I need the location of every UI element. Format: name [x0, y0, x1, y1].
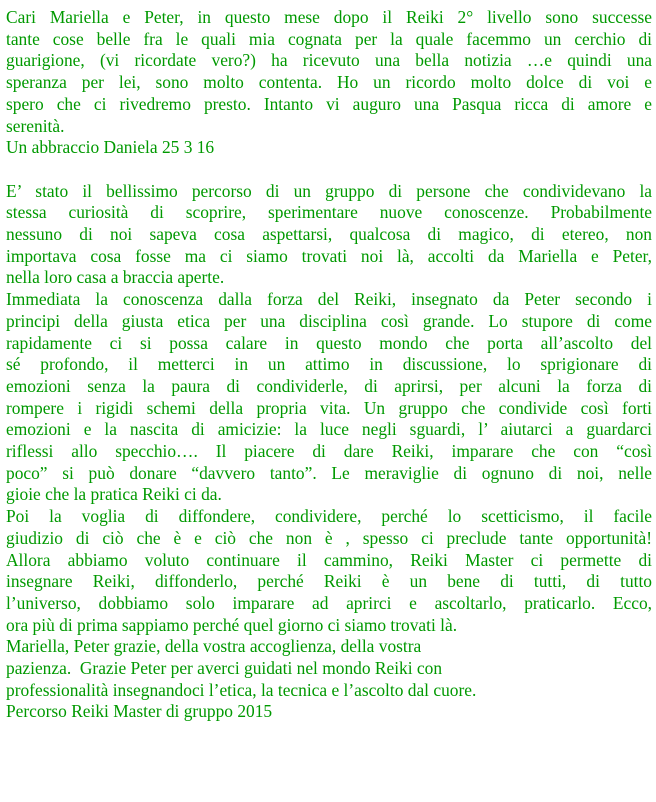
testimony-line: giudizio di ciò che è e ciò che non è , spesso ci preclude tante opportunità!: [6, 527, 652, 548]
message-line: Cari Mariella e Peter, in questo mese dopo il Reiki 2° livello sono successe: [6, 7, 652, 27]
testimony-line: sé profondo, il metterci in un attimo in discussione, lo sprigionare di: [6, 354, 652, 375]
message-line: spero che ci rivedremo presto. Intanto vi auguro una Pasqua ricca di amore e: [6, 93, 652, 114]
testimony-line: E’ stato il bellissimo percorso di un gruppo di persone che condividevano la: [6, 180, 652, 201]
testimony-reiki-master: [6, 181, 652, 724]
testimony-line: pazienza. Grazie Peter per averci guidati nel mondo Reiki con: [6, 658, 443, 679]
testimony-line: Immediata la conoscenza dalla forza del Reiki, insegnato da Peter secondo i: [6, 289, 652, 310]
testimony-line: principi della giusta etica per una disciplina così grande. Lo stupore di come: [6, 310, 652, 331]
testimony-line: nella loro casa a braccia aperte.: [6, 267, 225, 288]
testimony-line: Mariella, Peter grazie, della vostra accoglienza, della vostra: [6, 636, 422, 657]
testimony-line: Poi la voglia di diffondere, condividere, perché lo scetticismo, il facile: [6, 506, 652, 527]
testimony-line: Allora abbiamo voluto continuare il cammino, Reiki Master ci permette di: [6, 549, 652, 570]
message-signature: Un abbraccio Daniela 25 3 16: [6, 137, 215, 158]
testimony-line: l’universo, dobbiamo solo imparare ad aprirci e ascoltarlo, praticarlo. Ecco,: [6, 592, 652, 613]
testimony-line: professionalità insegnandoci l’etica, la tecnica e l’ascolto dal cuore.: [6, 679, 477, 700]
testimony-line: insegnare Reiki, diffonderlo, perché Reiki è un bene di tutti, di tutto: [6, 571, 652, 592]
testimony-signature: Percorso Reiki Master di gruppo 2015: [6, 701, 273, 722]
message-line: serenità.: [6, 115, 65, 136]
message-line: speranza per lei, sono molto contenta. Ho un ricordo molto dolce di voi e: [6, 72, 652, 93]
testimony-line: emozioni e la nascita di amicizie: la luce negli sguardi, l’ aiutarci a guardarci: [6, 419, 652, 440]
message-line: guarigione, (vi ricordate vero?) ha ricevuto una bella notizia …e quindi una: [6, 50, 652, 71]
testimony-line: rompere i rigidi schemi della propria vita. Un gruppo che condivide così forti: [6, 397, 652, 418]
testimony-line: gioie che la pratica Reiki ci da.: [6, 484, 222, 505]
testimony-line: importava cosa fosse ma ci siamo trovati noi là, accolti da Mariella e Peter,: [6, 245, 652, 266]
message-daniela: [6, 7, 652, 159]
testimony-line: emozioni senza la paura di condividerle, di aprirsi, per alcuni la forza di: [6, 375, 652, 396]
testimony-line: nessuno di noi sapeva cosa aspettarsi, qualcosa di magico, di etereo, non: [6, 224, 652, 245]
message-line: tante cose belle fra le quali mia cognata per la quale facemmo un cerchio di: [6, 28, 652, 49]
testimony-line: riflessi allo specchio…. Il piacere di dare Reiki, imparare che con “così: [6, 441, 652, 462]
testimony-line: poco” si può donare “davvero tanto”. Le meraviglie di ognuno di noi, nelle: [6, 462, 652, 483]
testimonial-document: [6, 7, 652, 723]
testimony-line: stessa curiosità di scoprire, sperimentare nuove conoscenze. Probabilmente: [6, 202, 652, 223]
testimony-line: ora più di prima sappiamo perché quel giorno ci siamo trovati là.: [6, 614, 458, 635]
testimony-line: rapidamente ci si possa calare in questo mondo che porta all’ascolto del: [6, 332, 652, 353]
paragraph-spacer: [6, 159, 652, 181]
